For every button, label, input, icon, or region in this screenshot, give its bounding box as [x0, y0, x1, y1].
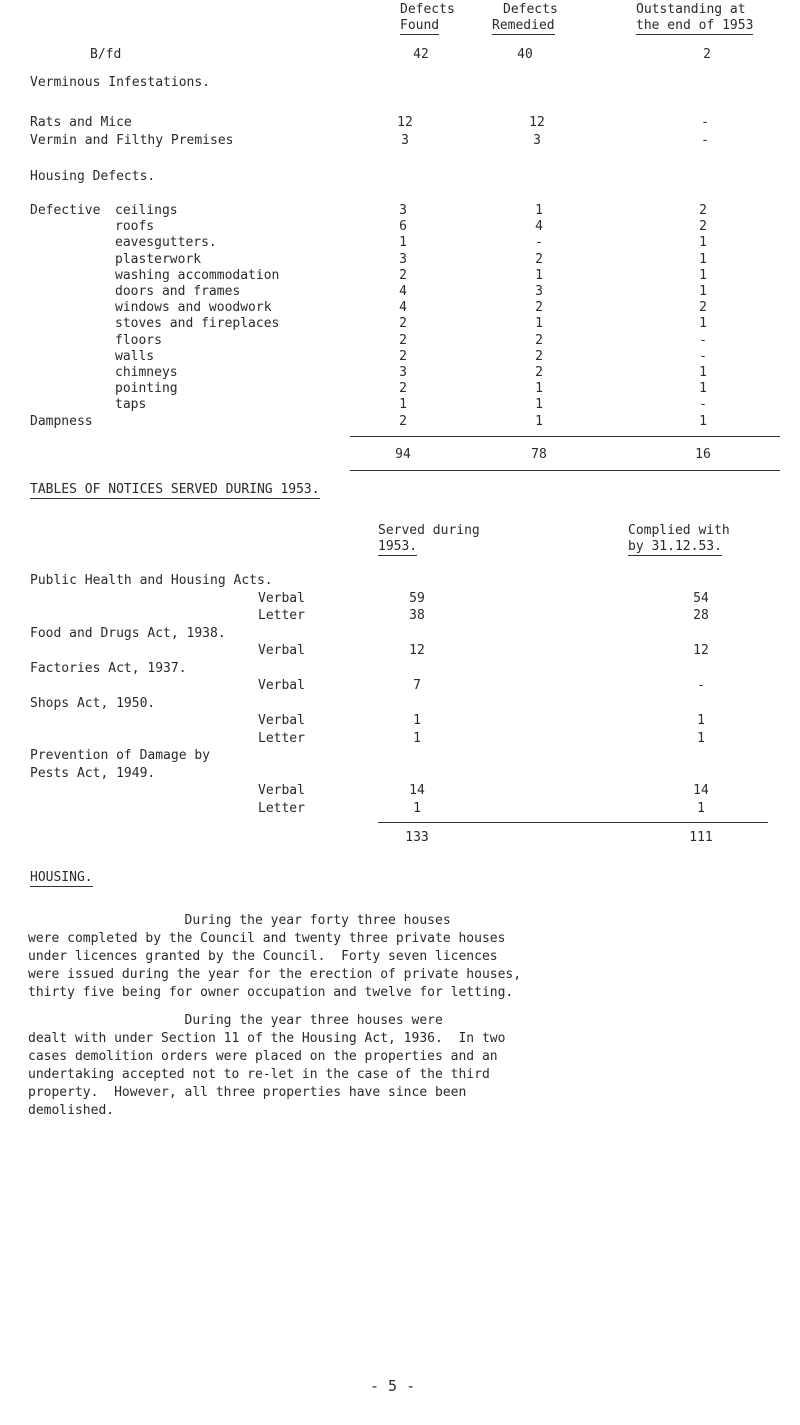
- header-text: Defects: [503, 2, 558, 17]
- notice-row-label: Letter: [258, 730, 305, 746]
- defect-row-label: plasterwork: [115, 251, 202, 267]
- defects-total-outstanding: 16: [695, 447, 711, 462]
- vermin-row-label: Rats and Mice: [30, 115, 132, 130]
- notice-row-label: Pests Act, 1949.: [30, 765, 156, 781]
- defect-row-found: 4: [399, 284, 407, 299]
- header-text: the end of 1953: [636, 18, 754, 33]
- paragraph-line: undertaking accepted not to re-let in the case of the third: [28, 1067, 490, 1082]
- defect-row-label: chimneys: [115, 365, 178, 380]
- defect-row-remedied: 1: [535, 203, 543, 218]
- defect-row-label: walls: [115, 348, 155, 364]
- defect-row-found: 2: [399, 267, 407, 283]
- defect-row-remedied: 1: [535, 316, 543, 332]
- totals-underline: [350, 470, 780, 471]
- page-number: - 5 -: [370, 1377, 416, 1395]
- notice-row-label: Verbal: [258, 678, 305, 693]
- paragraph-line: under licences granted by the Council. Forty seven licences: [28, 949, 498, 964]
- paragraph-line: were completed by the Council and twenty three private houses: [28, 931, 506, 946]
- dampness-label: Dampness: [30, 414, 93, 429]
- defect-row-label: roofs: [115, 219, 155, 235]
- defect-row-outstanding: 1: [699, 316, 707, 332]
- defect-row-label: taps: [115, 397, 147, 413]
- defect-row-found: 1: [399, 235, 407, 251]
- defect-row-outstanding: -: [699, 348, 707, 364]
- defect-row-outstanding: -: [699, 397, 707, 413]
- header-remedied: [492, 18, 555, 35]
- defect-row-outstanding: 1: [699, 365, 707, 380]
- paragraph-line: cases demolition orders were placed on the properties and an: [28, 1049, 498, 1064]
- defect-row-outstanding: 2: [699, 300, 707, 316]
- defective-prefix: Defective: [30, 203, 101, 218]
- defect-row-label: eavesgutters.: [115, 235, 217, 251]
- bf-label: B/fd: [90, 47, 122, 62]
- housing-paragraph-2: [28, 1012, 788, 1120]
- dampness-remedied: 1: [535, 414, 543, 429]
- vermin-row-outstanding: -: [701, 115, 709, 130]
- defects-total-found: 94: [395, 447, 411, 462]
- notice-row-label: Letter: [258, 800, 305, 816]
- defect-row-remedied: 2: [535, 348, 543, 364]
- bf-remedied: 40: [517, 47, 533, 62]
- verminous-heading: Verminous Infestations.: [30, 75, 211, 90]
- notice-row-complied: 14: [693, 783, 709, 798]
- header-defects-found: [400, 2, 455, 18]
- defect-row-remedied: -: [535, 235, 543, 251]
- notice-row-served: 59: [409, 590, 425, 606]
- notice-row-served: 12: [409, 643, 425, 658]
- defects-total-remedied: 78: [531, 447, 547, 462]
- notices-total-served: 133: [405, 830, 429, 845]
- notices-heading: TABLES OF NOTICES SERVED DURING 1953.: [30, 482, 320, 497]
- paragraph-line: During the year three houses were: [28, 1013, 443, 1028]
- defect-row-label: pointing: [115, 381, 178, 397]
- notice-row-served: 1: [413, 800, 421, 816]
- dampness-found: 2: [399, 414, 407, 429]
- defect-row-remedied: 1: [535, 381, 543, 397]
- defect-row-found: 2: [399, 316, 407, 332]
- vermin-row-found: 3: [401, 133, 409, 148]
- notices-complied-header: Complied with: [628, 523, 730, 538]
- defect-row-outstanding: 1: [699, 284, 707, 299]
- notice-row-served: 1: [413, 713, 421, 728]
- paragraph-line: thirty five being for owner occupation and twelve for letting.: [28, 985, 514, 1000]
- paragraph-line: During the year forty three houses: [28, 913, 451, 928]
- defect-row-remedied: 4: [535, 219, 543, 235]
- defect-row-outstanding: 2: [699, 219, 707, 235]
- totals-rule: [350, 436, 780, 437]
- notice-row-served: 38: [409, 608, 425, 623]
- defect-row-found: 3: [399, 251, 407, 267]
- defect-row-found: 4: [399, 300, 407, 316]
- housing-paragraph-1: [28, 912, 788, 1002]
- defect-row-outstanding: 2: [699, 203, 707, 218]
- vermin-row-remedied: 3: [533, 133, 541, 148]
- notice-row-label: Food and Drugs Act, 1938.: [30, 625, 226, 641]
- paragraph-line: dealt with under Section 11 of the Housing Act, 1936. In two: [28, 1031, 506, 1046]
- paragraph-line: property. However, all three properties have since been: [28, 1085, 467, 1100]
- notice-row-label: Public Health and Housing Acts.: [30, 573, 273, 588]
- bf-found: 42: [413, 47, 429, 62]
- defect-row-outstanding: 1: [699, 381, 707, 397]
- defect-row-remedied: 2: [535, 332, 543, 348]
- notices-served-year: 1953.: [378, 539, 418, 554]
- defect-row-found: 2: [399, 332, 407, 348]
- defect-row-found: 2: [399, 381, 407, 397]
- notice-row-complied: 54: [693, 590, 709, 606]
- defect-row-remedied: 2: [535, 365, 543, 380]
- defect-row-outstanding: -: [699, 332, 707, 348]
- defect-row-outstanding: 1: [699, 235, 707, 251]
- defect-row-remedied: 1: [535, 267, 543, 283]
- defect-row-label: doors and frames: [115, 284, 241, 299]
- defect-row-found: 2: [399, 348, 407, 364]
- defect-row-found: 3: [399, 365, 407, 380]
- defect-row-remedied: 3: [535, 284, 543, 299]
- notice-row-label: Verbal: [258, 713, 305, 728]
- defect-row-label: floors: [115, 332, 162, 348]
- vermin-row-label: Vermin and Filthy Premises: [30, 133, 234, 148]
- vermin-row-found: 12: [397, 115, 413, 130]
- defect-row-label: ceilings: [115, 203, 178, 218]
- vermin-row-outstanding: -: [701, 133, 709, 148]
- paragraph-line: were issued during the year for the erection of private houses,: [28, 967, 522, 982]
- notice-row-complied: 1: [697, 730, 705, 746]
- housing-defects-heading: Housing Defects.: [30, 169, 156, 184]
- notices-total-complied: 111: [689, 830, 713, 845]
- defect-row-found: 1: [399, 397, 407, 413]
- header-outstanding: [636, 2, 746, 18]
- notice-row-complied: 1: [697, 713, 705, 728]
- header-text: Defects: [400, 2, 455, 17]
- defect-row-label: stoves and fireplaces: [115, 316, 280, 332]
- notice-row-served: 1: [413, 730, 421, 746]
- header-text: Remedied: [492, 18, 555, 33]
- defect-row-found: 3: [399, 203, 407, 218]
- notice-row-served: 7: [413, 678, 421, 693]
- notice-row-complied: 1: [697, 800, 705, 816]
- defect-row-label: windows and woodwork: [115, 300, 272, 316]
- defect-row-outstanding: 1: [699, 267, 707, 283]
- notice-row-complied: 28: [693, 608, 709, 623]
- header-defects-remedied: [503, 2, 558, 18]
- notice-row-label: Verbal: [258, 643, 305, 658]
- notice-row-label: Shops Act, 1950.: [30, 695, 156, 711]
- notices-served-header: Served during: [378, 523, 480, 538]
- notice-row-label: Letter: [258, 608, 305, 623]
- header-text: Outstanding at: [636, 2, 746, 17]
- header-end-of-year: [636, 18, 753, 35]
- notice-row-label: Factories Act, 1937.: [30, 660, 187, 676]
- defect-row-outstanding: 1: [699, 251, 707, 267]
- dampness-outstanding: 1: [699, 414, 707, 429]
- defect-row-found: 6: [399, 219, 407, 235]
- paragraph-line: demolished.: [28, 1103, 115, 1118]
- housing-heading: HOUSING.: [30, 870, 93, 885]
- vermin-row-remedied: 12: [529, 115, 545, 130]
- bf-outstanding: 2: [703, 47, 711, 62]
- notice-row-complied: 12: [693, 643, 709, 658]
- notices-complied-date: by 31.12.53.: [628, 539, 722, 554]
- notice-row-label: Prevention of Damage by: [30, 748, 211, 763]
- notice-row-label: Verbal: [258, 783, 305, 798]
- defect-row-remedied: 2: [535, 251, 543, 267]
- defect-row-remedied: 1: [535, 397, 543, 413]
- defect-row-remedied: 2: [535, 300, 543, 316]
- header-text: Found: [400, 18, 440, 33]
- notice-row-served: 14: [409, 783, 425, 798]
- header-found: [400, 18, 439, 35]
- notices-totals-rule: [378, 822, 768, 823]
- notice-row-complied: -: [697, 678, 705, 693]
- notice-row-label: Verbal: [258, 590, 305, 606]
- defect-row-label: washing accommodation: [115, 267, 280, 283]
